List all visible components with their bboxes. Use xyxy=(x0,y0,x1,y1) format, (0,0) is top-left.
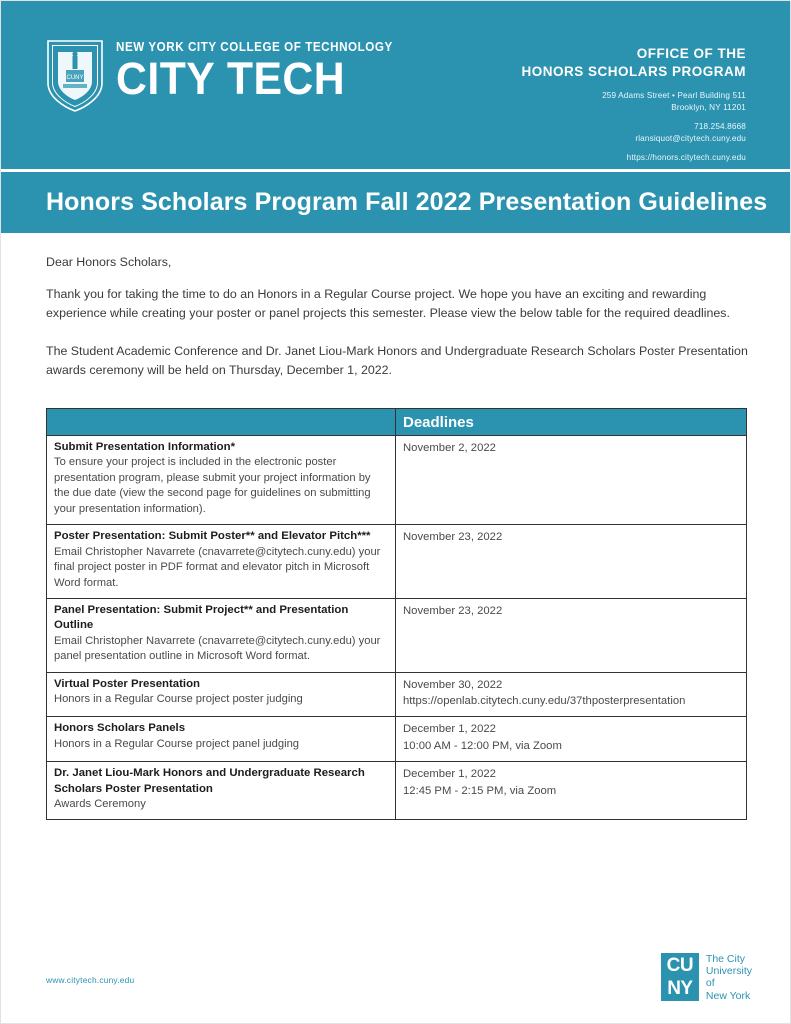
table-cell-task xyxy=(47,672,396,717)
cuny-words-line1: The City xyxy=(705,953,745,965)
office-email[interactable]: rlansiquot@citytech.cuny.edu xyxy=(635,134,746,144)
wordmark-subtitle: NEW YORK CITY COLLEGE OF TECHNOLOGY xyxy=(116,40,393,54)
table-head xyxy=(47,409,747,436)
office-contact xyxy=(521,90,746,163)
office-address-line2: Brooklyn, NY 11201 xyxy=(671,103,746,113)
task-title: Panel Presentation: Submit Project** and Presentation Outline xyxy=(54,603,349,632)
table-row xyxy=(47,762,747,820)
table-cell-task xyxy=(47,436,396,525)
svg-text:CUNY: CUNY xyxy=(66,75,84,81)
task-title: Poster Presentation: Submit Poster** and Elevator Pitch*** xyxy=(54,530,371,543)
office-phone: 718.254.8668 xyxy=(694,122,746,132)
table-header-blank xyxy=(47,409,396,436)
table-cell-deadline xyxy=(396,436,747,525)
table-cell-task xyxy=(47,717,396,762)
contact-spacer-2 xyxy=(521,145,746,152)
city-tech-seal-icon xyxy=(46,39,104,113)
task-title: Submit Presentation Information* xyxy=(54,441,235,453)
table-body xyxy=(47,436,747,820)
table-row xyxy=(47,717,747,762)
office-address-line1: 259 Adams Street • Pearl Building 511 xyxy=(602,91,746,101)
deadline-date: November 23, 2022 xyxy=(403,604,503,617)
task-title: Virtual Poster Presentation xyxy=(54,677,201,690)
deadline-detail: 12:45 PM - 2:15 PM, via Zoom xyxy=(403,784,557,797)
cuny-words-line4: New York xyxy=(705,989,751,1002)
deadline-date: November 2, 2022 xyxy=(403,442,496,454)
task-title: Honors Scholars Panels xyxy=(54,722,186,735)
cuny-wordmark xyxy=(706,953,752,1002)
deadline-detail: 10:00 AM - 12:00 PM, via Zoom xyxy=(403,739,562,752)
office-title-line1: OFFICE OF THE xyxy=(636,46,746,61)
wordmark-title: CITY TECH xyxy=(116,52,346,104)
cuny-words-line2: University xyxy=(705,965,752,978)
deadlines-table xyxy=(46,408,747,820)
cuny-mark-line1: CU xyxy=(666,955,694,976)
wordmark xyxy=(116,39,414,104)
deadline-detail[interactable]: https://openlab.citytech.cuny.edu/37thposterpresentation xyxy=(403,695,686,708)
contact-spacer-1 xyxy=(521,114,746,121)
deadline-date: November 23, 2022 xyxy=(403,531,503,544)
salutation: Dear Honors Scholars, xyxy=(46,255,172,269)
table-row xyxy=(47,525,747,599)
office-title-line2: HONORS SCHOLARS PROGRAM xyxy=(521,64,746,80)
task-description: Email Christopher Navarrete (cnavarrete@citytech.cuny.edu) your final project poster in PDF format and elevator pitch in Microsoft Word format. xyxy=(54,545,381,589)
task-title: Dr. Janet Liou-Mark Honors and Undergraduate Research Scholars Poster Presentation xyxy=(54,767,365,795)
task-description: Awards Ceremony xyxy=(54,797,146,810)
table-cell-deadline xyxy=(396,525,747,599)
table-cell-deadline xyxy=(396,598,747,672)
header-band xyxy=(1,1,791,169)
footer-website-link[interactable]: www.citytech.cuny.edu xyxy=(46,975,135,985)
brand-block xyxy=(46,39,414,113)
table-cell-deadline xyxy=(396,762,747,820)
task-description: Honors in a Regular Course project panel judging xyxy=(54,737,300,750)
cuny-mark-icon xyxy=(661,953,699,1001)
table-cell-task xyxy=(47,525,396,599)
table-cell-deadline xyxy=(396,672,747,717)
task-description: To ensure your project is included in the electronic poster presentation program, please submit your project information by the due date (view the second page for guidelines on submitting your presentation information). xyxy=(54,456,371,515)
body-paragraph-1: Thank you for taking the time to do an Honors in a Regular Course project. We hope you have an exciting and rewarding experience while creating your poster or panel projects this semester. Please view the below table for the required deadlines. xyxy=(46,287,730,321)
page-title: Honors Scholars Program Fall 2022 Presentation Guidelines xyxy=(46,188,768,216)
cuny-words-line3: of xyxy=(705,977,715,990)
table-cell-task xyxy=(47,598,396,672)
table-cell-task xyxy=(47,762,396,820)
cuny-logo xyxy=(661,953,752,1002)
task-description: Email Christopher Navarrete (cnavarrete@citytech.cuny.edu) your panel presentation outline in Microsoft Word format. xyxy=(54,634,381,663)
deadline-date: December 1, 2022 xyxy=(403,723,496,736)
deadline-date: November 30, 2022 xyxy=(403,678,503,691)
table-header-deadlines: Deadlines xyxy=(396,409,747,436)
table-row xyxy=(47,436,747,525)
table-row xyxy=(47,672,747,717)
deadline-date: December 1, 2022 xyxy=(403,768,496,781)
body-paragraph-2: The Student Academic Conference and Dr. Janet Liou-Mark Honors and Undergraduate Research Scholars Poster Presentation awards ceremony will be held on Thursday, December 1, 2022. xyxy=(46,343,748,377)
office-info-block xyxy=(521,45,746,164)
office-website[interactable]: https://honors.citytech.cuny.edu xyxy=(626,153,746,162)
body-text-area xyxy=(46,253,748,380)
table-row xyxy=(47,598,747,672)
table-header-row xyxy=(47,409,747,436)
task-description: Honors in a Regular Course project poster judging xyxy=(54,693,303,706)
table-cell-deadline xyxy=(396,717,747,762)
cuny-mark-line2: NY xyxy=(667,978,693,999)
title-banner xyxy=(1,172,791,233)
